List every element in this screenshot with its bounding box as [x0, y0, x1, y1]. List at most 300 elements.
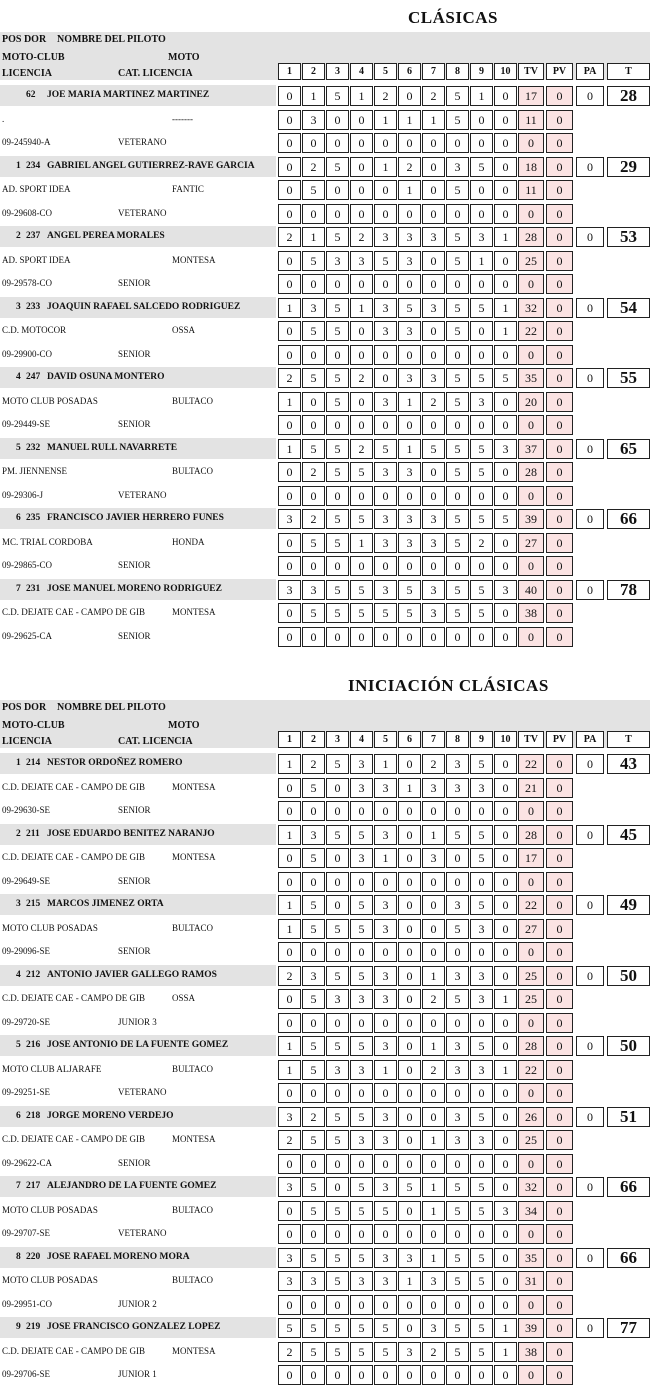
score-zone-2: 5 [302, 1060, 325, 1080]
score-zone-1: 1 [278, 298, 301, 318]
score-zone-9: 5 [470, 754, 493, 774]
score-zone-3: 5 [326, 1036, 349, 1056]
rider-dorsal: 247 [26, 372, 41, 382]
rider-licencia: 09-29900-CO [2, 349, 52, 359]
score-zone-5: 3 [374, 989, 397, 1009]
score-zone-3: 0 [326, 848, 349, 868]
score-zone-2: 1 [302, 86, 325, 106]
column-header-8: 8 [446, 731, 469, 748]
rider-row [0, 484, 650, 507]
score-zone-8: 5 [446, 1342, 469, 1362]
column-header-pa: PA [576, 731, 604, 748]
score-zone-8: 5 [446, 1248, 469, 1268]
score-zone-5: 5 [374, 439, 397, 459]
score-zone-1: 1 [278, 919, 301, 939]
score-zone-10: 0 [494, 1154, 517, 1174]
score-zone-1: 0 [278, 1365, 301, 1385]
score-zone-2: 3 [302, 580, 325, 600]
score-zone-10: 0 [494, 1177, 517, 1197]
rider-moto: OSSA [172, 993, 196, 1003]
score-zone-6: 0 [398, 801, 421, 821]
score-zone-10: 1 [494, 989, 517, 1009]
score-zone-3: 0 [326, 942, 349, 962]
score-zone-1: 0 [278, 603, 301, 623]
score-total: 28 [607, 86, 650, 106]
score-zone-3: 0 [326, 110, 349, 130]
score-zone-3: 5 [326, 1342, 349, 1362]
rider-name: JORGE MORENO VERDEJO [47, 1111, 174, 1121]
score-zone-10: 0 [494, 486, 517, 506]
score-pv: 0 [546, 1224, 573, 1244]
score-zone-7: 0 [422, 627, 445, 647]
score-zone-7: 0 [422, 919, 445, 939]
score-zone-8: 0 [446, 274, 469, 294]
score-zone-1: 0 [278, 110, 301, 130]
score-zone-9: 0 [470, 1083, 493, 1103]
score-pv: 0 [546, 509, 573, 529]
score-pa: 0 [576, 966, 604, 986]
score-zone-8: 5 [446, 298, 469, 318]
rider-licencia: 09-29720-SE [2, 1017, 50, 1027]
rider-club: C.D. DEJATE CAE - CAMPO DE GIB [2, 782, 146, 792]
header-nombre: NOMBRE DEL PILOTO [57, 702, 166, 713]
column-header-5: 5 [374, 731, 397, 748]
score-zone-6: 0 [398, 133, 421, 153]
column-header-pv: PV [546, 63, 573, 80]
score-zone-1: 0 [278, 989, 301, 1009]
score-pv: 0 [546, 1248, 573, 1268]
score-zone-2: 0 [302, 942, 325, 962]
score-zone-3: 5 [326, 321, 349, 341]
score-zone-2: 0 [302, 1083, 325, 1103]
score-tv: 0 [518, 872, 544, 892]
score-zone-1: 0 [278, 1295, 301, 1315]
score-tv: 25 [518, 989, 544, 1009]
score-total: 45 [607, 825, 650, 845]
score-zone-6: 1 [398, 778, 421, 798]
score-zone-3: 5 [326, 1201, 349, 1221]
score-zone-3: 0 [326, 627, 349, 647]
score-zone-7: 0 [422, 180, 445, 200]
score-zone-4: 0 [350, 1154, 373, 1174]
rider-moto: MONTESA [172, 782, 216, 792]
score-zone-4: 5 [350, 1201, 373, 1221]
rider-row [0, 1340, 650, 1363]
score-zone-6: 5 [398, 298, 421, 318]
score-tv: 31 [518, 1271, 544, 1291]
score-zone-9: 3 [470, 989, 493, 1009]
score-zone-5: 3 [374, 580, 397, 600]
rider-dorsal: 212 [26, 970, 41, 980]
score-zone-8: 0 [446, 1295, 469, 1315]
rider-row [0, 893, 650, 916]
score-zone-7: 3 [422, 509, 445, 529]
score-zone-1: 3 [278, 1107, 301, 1127]
score-zone-2: 5 [302, 848, 325, 868]
score-tv: 26 [518, 1107, 544, 1127]
score-zone-2: 2 [302, 754, 325, 774]
score-pv: 0 [546, 1107, 573, 1127]
score-tv: 0 [518, 627, 544, 647]
header-moto-club: MOTO-CLUB [2, 720, 65, 731]
score-zone-9: 3 [470, 1130, 493, 1150]
score-zone-8: 3 [446, 1107, 469, 1127]
column-header-2: 2 [302, 731, 325, 748]
score-zone-9: 5 [470, 1271, 493, 1291]
score-zone-4: 5 [350, 603, 373, 623]
rider-row [0, 1128, 650, 1151]
score-zone-2: 5 [302, 778, 325, 798]
score-zone-7: 0 [422, 321, 445, 341]
score-zone-1: 1 [278, 1060, 301, 1080]
score-zone-7: 3 [422, 1318, 445, 1338]
score-zone-4: 5 [350, 509, 373, 529]
rider-row [0, 319, 650, 342]
score-zone-2: 5 [302, 989, 325, 1009]
rider-row [0, 776, 650, 799]
score-zone-8: 5 [446, 86, 469, 106]
score-zone-10: 0 [494, 848, 517, 868]
score-zone-7: 1 [422, 110, 445, 130]
score-zone-8: 0 [446, 1224, 469, 1244]
rider-name: JOSE ANTONIO DE LA FUENTE GOMEZ [47, 1040, 229, 1050]
score-zone-3: 0 [326, 1224, 349, 1244]
score-zone-10: 0 [494, 133, 517, 153]
score-zone-3: 5 [326, 298, 349, 318]
rider-cat-licencia: JUNIOR 1 [118, 1369, 157, 1379]
rider-position: 9 [16, 1322, 21, 1332]
rider-moto: BULTACO [172, 466, 213, 476]
score-zone-9: 0 [470, 627, 493, 647]
rider-position: 6 [16, 1111, 21, 1121]
score-zone-4: 0 [350, 321, 373, 341]
rider-cat-licencia: VETERANO [118, 490, 167, 500]
score-zone-10: 0 [494, 1365, 517, 1385]
score-tv: 25 [518, 1130, 544, 1150]
score-pv: 0 [546, 533, 573, 553]
score-zone-9: 5 [470, 1107, 493, 1127]
score-zone-3: 5 [326, 1130, 349, 1150]
score-tv: 0 [518, 1224, 544, 1244]
score-zone-7: 0 [422, 157, 445, 177]
rider-licencia: 09-29865-CO [2, 560, 52, 570]
score-zone-5: 3 [374, 895, 397, 915]
score-zone-4: 5 [350, 825, 373, 845]
score-zone-1: 0 [278, 778, 301, 798]
score-tv: 22 [518, 754, 544, 774]
score-zone-10: 0 [494, 110, 517, 130]
score-zone-5: 1 [374, 1060, 397, 1080]
score-zone-7: 2 [422, 754, 445, 774]
score-zone-4: 5 [350, 895, 373, 915]
score-zone-6: 0 [398, 345, 421, 365]
rider-row [0, 202, 650, 225]
score-zone-9: 0 [470, 1013, 493, 1033]
score-zone-1: 0 [278, 462, 301, 482]
score-zone-5: 2 [374, 86, 397, 106]
rider-row [0, 1293, 650, 1316]
score-zone-7: 1 [422, 1248, 445, 1268]
score-zone-10: 0 [494, 825, 517, 845]
score-zone-7: 0 [422, 942, 445, 962]
score-zone-6: 0 [398, 1036, 421, 1056]
score-zone-7: 0 [422, 1224, 445, 1244]
score-tv: 0 [518, 204, 544, 224]
rider-row [0, 84, 650, 107]
score-zone-3: 0 [326, 1013, 349, 1033]
score-zone-10: 0 [494, 157, 517, 177]
column-header-4: 4 [350, 731, 373, 748]
score-tv: 0 [518, 1013, 544, 1033]
header-moto: MOTO [168, 52, 200, 63]
score-tv: 22 [518, 1060, 544, 1080]
score-zone-10: 0 [494, 86, 517, 106]
rider-club: C.D. DEJATE CAE - CAMPO DE GIB [2, 607, 146, 617]
score-total: 66 [607, 1248, 650, 1268]
score-zone-5: 5 [374, 1318, 397, 1338]
score-pv: 0 [546, 1177, 573, 1197]
rider-dorsal: 215 [26, 899, 41, 909]
score-zone-3: 5 [326, 1248, 349, 1268]
rider-cat-licencia: SENIOR [118, 419, 151, 429]
score-zone-4: 1 [350, 298, 373, 318]
score-zone-6: 5 [398, 1177, 421, 1197]
rider-row [0, 366, 650, 389]
score-zone-2: 2 [302, 157, 325, 177]
score-zone-9: 0 [470, 801, 493, 821]
score-zone-3: 3 [326, 989, 349, 1009]
score-zone-5: 0 [374, 133, 397, 153]
score-zone-9: 0 [470, 415, 493, 435]
score-tv: 17 [518, 848, 544, 868]
score-zone-1: 0 [278, 942, 301, 962]
score-zone-8: 5 [446, 462, 469, 482]
score-zone-9: 5 [470, 580, 493, 600]
score-zone-1: 2 [278, 1342, 301, 1362]
score-zone-1: 2 [278, 227, 301, 247]
score-zone-6: 2 [398, 157, 421, 177]
score-zone-3: 5 [326, 580, 349, 600]
score-zone-2: 5 [302, 895, 325, 915]
score-total: 66 [607, 509, 650, 529]
score-zone-6: 3 [398, 1248, 421, 1268]
rider-row [0, 846, 650, 869]
score-zone-6: 3 [398, 368, 421, 388]
score-pa: 0 [576, 825, 604, 845]
score-zone-5: 0 [374, 1295, 397, 1315]
score-zone-2: 5 [302, 251, 325, 271]
score-pv: 0 [546, 227, 573, 247]
score-zone-6: 0 [398, 1318, 421, 1338]
score-zone-9: 3 [470, 966, 493, 986]
score-tv: 21 [518, 778, 544, 798]
score-zone-8: 0 [446, 872, 469, 892]
score-zone-3: 0 [326, 556, 349, 576]
score-zone-8: 5 [446, 1318, 469, 1338]
score-zone-2: 0 [302, 556, 325, 576]
score-zone-7: 2 [422, 392, 445, 412]
score-zone-7: 0 [422, 1154, 445, 1174]
score-zone-5: 3 [374, 227, 397, 247]
score-zone-1: 0 [278, 801, 301, 821]
score-zone-6: 3 [398, 462, 421, 482]
rider-row [0, 1058, 650, 1081]
column-header-4: 4 [350, 63, 373, 80]
score-zone-10: 0 [494, 204, 517, 224]
score-pv: 0 [546, 1342, 573, 1362]
rider-row [0, 178, 650, 201]
rider-club: MOTO CLUB POSADAS [2, 1275, 98, 1285]
score-zone-3: 5 [326, 227, 349, 247]
score-zone-5: 3 [374, 919, 397, 939]
rider-licencia: 09-29625-CA [2, 631, 52, 641]
score-zone-7: 3 [422, 368, 445, 388]
score-zone-9: 0 [470, 486, 493, 506]
score-zone-7: 1 [422, 1177, 445, 1197]
score-zone-4: 0 [350, 345, 373, 365]
rider-moto: BULTACO [172, 396, 213, 406]
rider-cat-licencia: JUNIOR 2 [118, 1299, 157, 1309]
score-zone-9: 0 [470, 556, 493, 576]
score-zone-4: 0 [350, 110, 373, 130]
score-tv: 34 [518, 1201, 544, 1221]
column-header-t: T [607, 731, 650, 748]
score-zone-4: 3 [350, 1060, 373, 1080]
score-zone-9: 5 [470, 848, 493, 868]
score-zone-4: 1 [350, 533, 373, 553]
rider-position: 4 [16, 372, 21, 382]
score-zone-1: 1 [278, 825, 301, 845]
score-zone-10: 0 [494, 1271, 517, 1291]
score-zone-9: 0 [470, 204, 493, 224]
score-zone-9: 5 [470, 1342, 493, 1362]
score-pa: 0 [576, 580, 604, 600]
score-zone-2: 3 [302, 298, 325, 318]
score-zone-8: 0 [446, 848, 469, 868]
rider-row [0, 155, 650, 178]
score-zone-5: 0 [374, 204, 397, 224]
rider-position: 5 [16, 1040, 21, 1050]
score-pa: 0 [576, 509, 604, 529]
score-zone-3: 0 [326, 486, 349, 506]
score-zone-5: 1 [374, 754, 397, 774]
score-tv: 40 [518, 580, 544, 600]
score-zone-6: 0 [398, 872, 421, 892]
score-zone-3: 3 [326, 1060, 349, 1080]
score-zone-5: 0 [374, 942, 397, 962]
score-zone-7: 0 [422, 204, 445, 224]
score-tv: 18 [518, 157, 544, 177]
rider-licencia: 09-29449-SE [2, 419, 50, 429]
score-zone-10: 0 [494, 966, 517, 986]
rider-cat-licencia: SENIOR [118, 1158, 151, 1168]
score-tv: 0 [518, 274, 544, 294]
score-zone-5: 0 [374, 180, 397, 200]
score-zone-5: 0 [374, 274, 397, 294]
score-zone-6: 0 [398, 825, 421, 845]
header-licencia: LICENCIA [2, 68, 53, 79]
score-pv: 0 [546, 1130, 573, 1150]
score-zone-10: 0 [494, 1224, 517, 1244]
score-total: 54 [607, 298, 650, 318]
rider-name: GABRIEL ANGEL GUTIERREZ-RAVE GARCIA [47, 161, 255, 171]
score-zone-10: 5 [494, 368, 517, 388]
score-zone-3: 3 [326, 251, 349, 271]
score-total: 29 [607, 157, 650, 177]
rider-moto: MONTESA [172, 1346, 216, 1356]
score-zone-9: 5 [470, 1248, 493, 1268]
rider-club: MOTO CLUB POSADAS [2, 396, 98, 406]
rider-cat-licencia: VETERANO [118, 1228, 167, 1238]
score-zone-6: 3 [398, 1342, 421, 1362]
score-total: 53 [607, 227, 650, 247]
score-zone-9: 3 [470, 1060, 493, 1080]
score-tv: 0 [518, 415, 544, 435]
section-title: CLÁSICAS [408, 8, 498, 27]
score-zone-2: 3 [302, 110, 325, 130]
rider-dorsal: 234 [26, 161, 41, 171]
score-total: 66 [607, 1177, 650, 1197]
score-zone-3: 0 [326, 204, 349, 224]
score-zone-2: 0 [302, 274, 325, 294]
score-zone-8: 5 [446, 509, 469, 529]
rider-moto: HONDA [172, 537, 205, 547]
score-tv: 0 [518, 486, 544, 506]
score-zone-6: 0 [398, 989, 421, 1009]
score-zone-10: 5 [494, 509, 517, 529]
rider-row [0, 1316, 650, 1339]
score-zone-9: 3 [470, 778, 493, 798]
score-zone-6: 0 [398, 966, 421, 986]
rider-moto: BULTACO [172, 1064, 213, 1074]
rider-club: . [2, 114, 5, 124]
score-zone-2: 0 [302, 1365, 325, 1385]
score-zone-4: 0 [350, 872, 373, 892]
score-zone-4: 3 [350, 778, 373, 798]
score-zone-7: 0 [422, 1295, 445, 1315]
score-tv: 27 [518, 533, 544, 553]
column-header-3: 3 [326, 63, 349, 80]
score-zone-1: 0 [278, 872, 301, 892]
column-header-6: 6 [398, 731, 421, 748]
score-zone-1: 3 [278, 509, 301, 529]
score-zone-2: 0 [302, 627, 325, 647]
rider-moto: MONTESA [172, 852, 216, 862]
score-zone-2: 5 [302, 919, 325, 939]
rider-position: 1 [16, 161, 21, 171]
rider-row [0, 1175, 650, 1198]
score-total: 78 [607, 580, 650, 600]
score-zone-8: 0 [446, 627, 469, 647]
score-zone-9: 0 [470, 1365, 493, 1385]
score-zone-9: 5 [470, 509, 493, 529]
rider-club: C.D. MOTOCOR [2, 325, 67, 335]
score-zone-8: 5 [446, 392, 469, 412]
rider-row [0, 108, 650, 131]
score-pa: 0 [576, 1248, 604, 1268]
score-zone-4: 2 [350, 439, 373, 459]
rider-dorsal: 233 [26, 302, 41, 312]
rider-position: 8 [16, 1252, 21, 1262]
score-zone-8: 0 [446, 1083, 469, 1103]
score-zone-10: 0 [494, 872, 517, 892]
rider-club: MC. TRIAL CORDOBA [2, 537, 93, 547]
score-zone-9: 2 [470, 533, 493, 553]
score-zone-3: 5 [326, 533, 349, 553]
score-pa: 0 [576, 1036, 604, 1056]
score-zone-10: 1 [494, 1060, 517, 1080]
score-zone-6: 0 [398, 942, 421, 962]
